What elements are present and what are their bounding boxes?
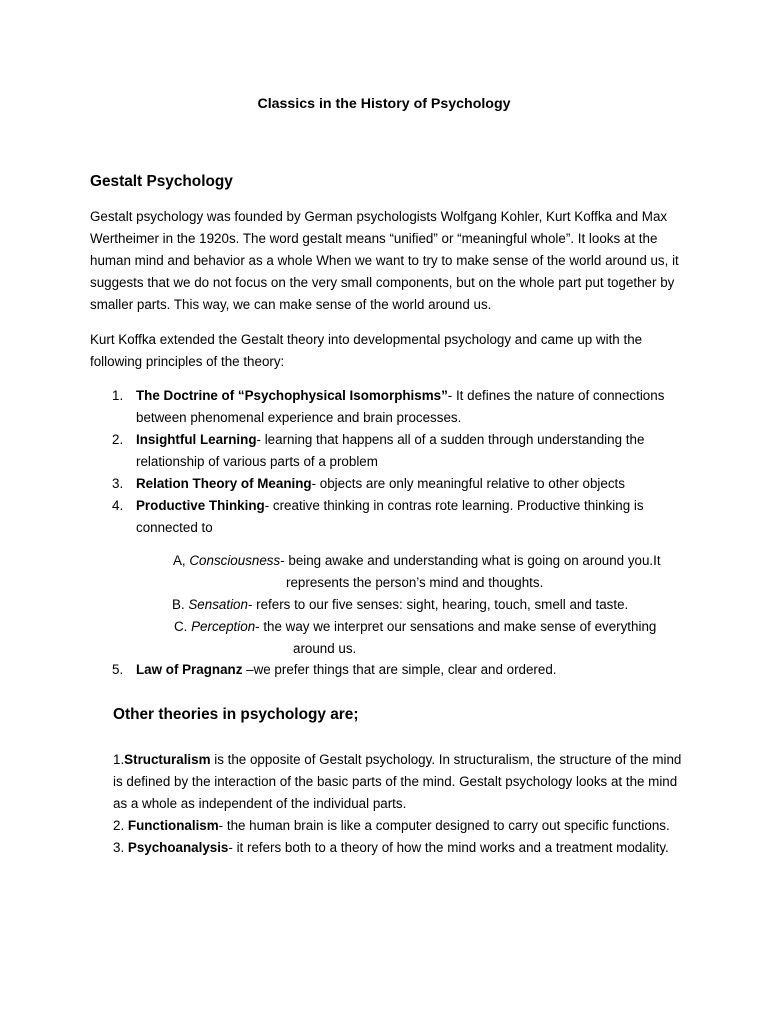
principle-term: Productive Thinking xyxy=(136,498,265,513)
list-number: 3. xyxy=(112,476,124,491)
principle-desc: - creative thinking in contras rote learning. Productive thinking is connected to xyxy=(136,498,644,535)
list-item xyxy=(112,659,692,681)
principle-term: Relation Theory of Meaning xyxy=(136,476,312,491)
principle-desc: - objects are only meaningful relative to other objects xyxy=(311,476,625,491)
principle-desc: –we prefer things that are simple, clear and ordered. xyxy=(242,662,557,677)
subpoint-term: Consciousness xyxy=(189,553,281,568)
list-number: 5. xyxy=(112,662,124,677)
subpoint-sensation xyxy=(172,594,628,616)
subpoint-term: Sensation xyxy=(188,597,248,612)
list-number: 2. xyxy=(113,818,128,833)
list-number: 1. xyxy=(112,388,124,403)
theory-term: Functionalism xyxy=(127,818,219,833)
subpoint-term: Perception xyxy=(191,619,256,634)
list-number: 4. xyxy=(112,498,124,513)
subpoint-prefix: A, xyxy=(173,553,190,568)
subpoint-consciousness xyxy=(173,550,661,594)
list-number: 1. xyxy=(113,752,125,767)
paragraph-koffka xyxy=(90,329,690,373)
principle-desc: - learning that happens all of a sudden through understanding the relationship of various parts of a problem xyxy=(136,432,645,469)
theories-list xyxy=(113,749,683,859)
subpoint-perception xyxy=(174,616,656,660)
theory-term: Psychoanalysis xyxy=(127,840,229,855)
principles-list-continued xyxy=(112,659,692,681)
list-item xyxy=(113,815,683,837)
theory-term: Structuralism xyxy=(124,752,211,767)
theory-desc: is the opposite of Gestalt psychology. In structuralism, the structure of the mind is defined by the interaction of the basic parts of the mind. Gestalt psychology looks at the mind as a whole as independent of the individual parts. xyxy=(113,752,682,811)
subpoint-prefix: C. xyxy=(174,619,192,634)
principle-term: Law of Pragnanz xyxy=(136,662,243,677)
principle-desc: - It defines the nature of connections between phenomenal experience and brain processes. xyxy=(136,388,665,425)
theory-desc: - it refers both to a theory of how the mind works and a treatment modality. xyxy=(228,840,669,855)
list-item xyxy=(113,837,683,859)
subpoint-desc: - being awake and understanding what is going on around you.It xyxy=(280,553,661,568)
list-item xyxy=(113,749,683,815)
section-heading-gestalt: Gestalt Psychology xyxy=(90,173,233,190)
subpoint-prefix: B. xyxy=(172,597,189,612)
list-item xyxy=(112,385,692,429)
list-item xyxy=(112,495,692,539)
principle-term: Insightful Learning xyxy=(136,432,257,447)
theory-desc: - the human brain is like a computer designed to carry out specific functions. xyxy=(218,818,670,833)
principles-list xyxy=(112,385,692,539)
paragraph-text: Kurt Koffka extended the Gestalt theory into developmental psychology and came up with the following principles of the theory: xyxy=(90,332,643,369)
subpoint-desc-cont: represents the person’s mind and thoughts. xyxy=(286,575,544,590)
subpoint-desc-cont: around us. xyxy=(293,641,357,656)
paragraph-gestalt-intro xyxy=(90,206,690,316)
principle-term: The Doctrine of “Psychophysical Isomorphisms” xyxy=(136,388,448,403)
subpoint-desc: - refers to our five senses: sight, hearing, touch, smell and taste. xyxy=(247,597,629,612)
paragraph-text: Gestalt psychology was founded by German psychologists Wolfgang Kohler, Kurt Koffka and Max Wertheimer in the 1920s. The word gestalt means “unified” or “meaningful whole”. It looks at the human mind and behavior as a whole When we want to try to make sense of the world around us, it suggests that we do not focus on the very small components, but on the whole part put together by smaller parts. This way, we can make sense of the world around us. xyxy=(90,209,679,312)
list-number: 2. xyxy=(112,432,124,447)
section-heading-other-theories: Other theories in psychology are; xyxy=(113,706,359,723)
subpoint-desc: - the way we interpret our sensations and make sense of everything xyxy=(255,619,657,634)
list-item xyxy=(112,473,692,495)
list-number: 3. xyxy=(113,840,128,855)
document-title: Classics in the History of Psychology xyxy=(257,96,511,112)
list-item xyxy=(112,429,692,473)
